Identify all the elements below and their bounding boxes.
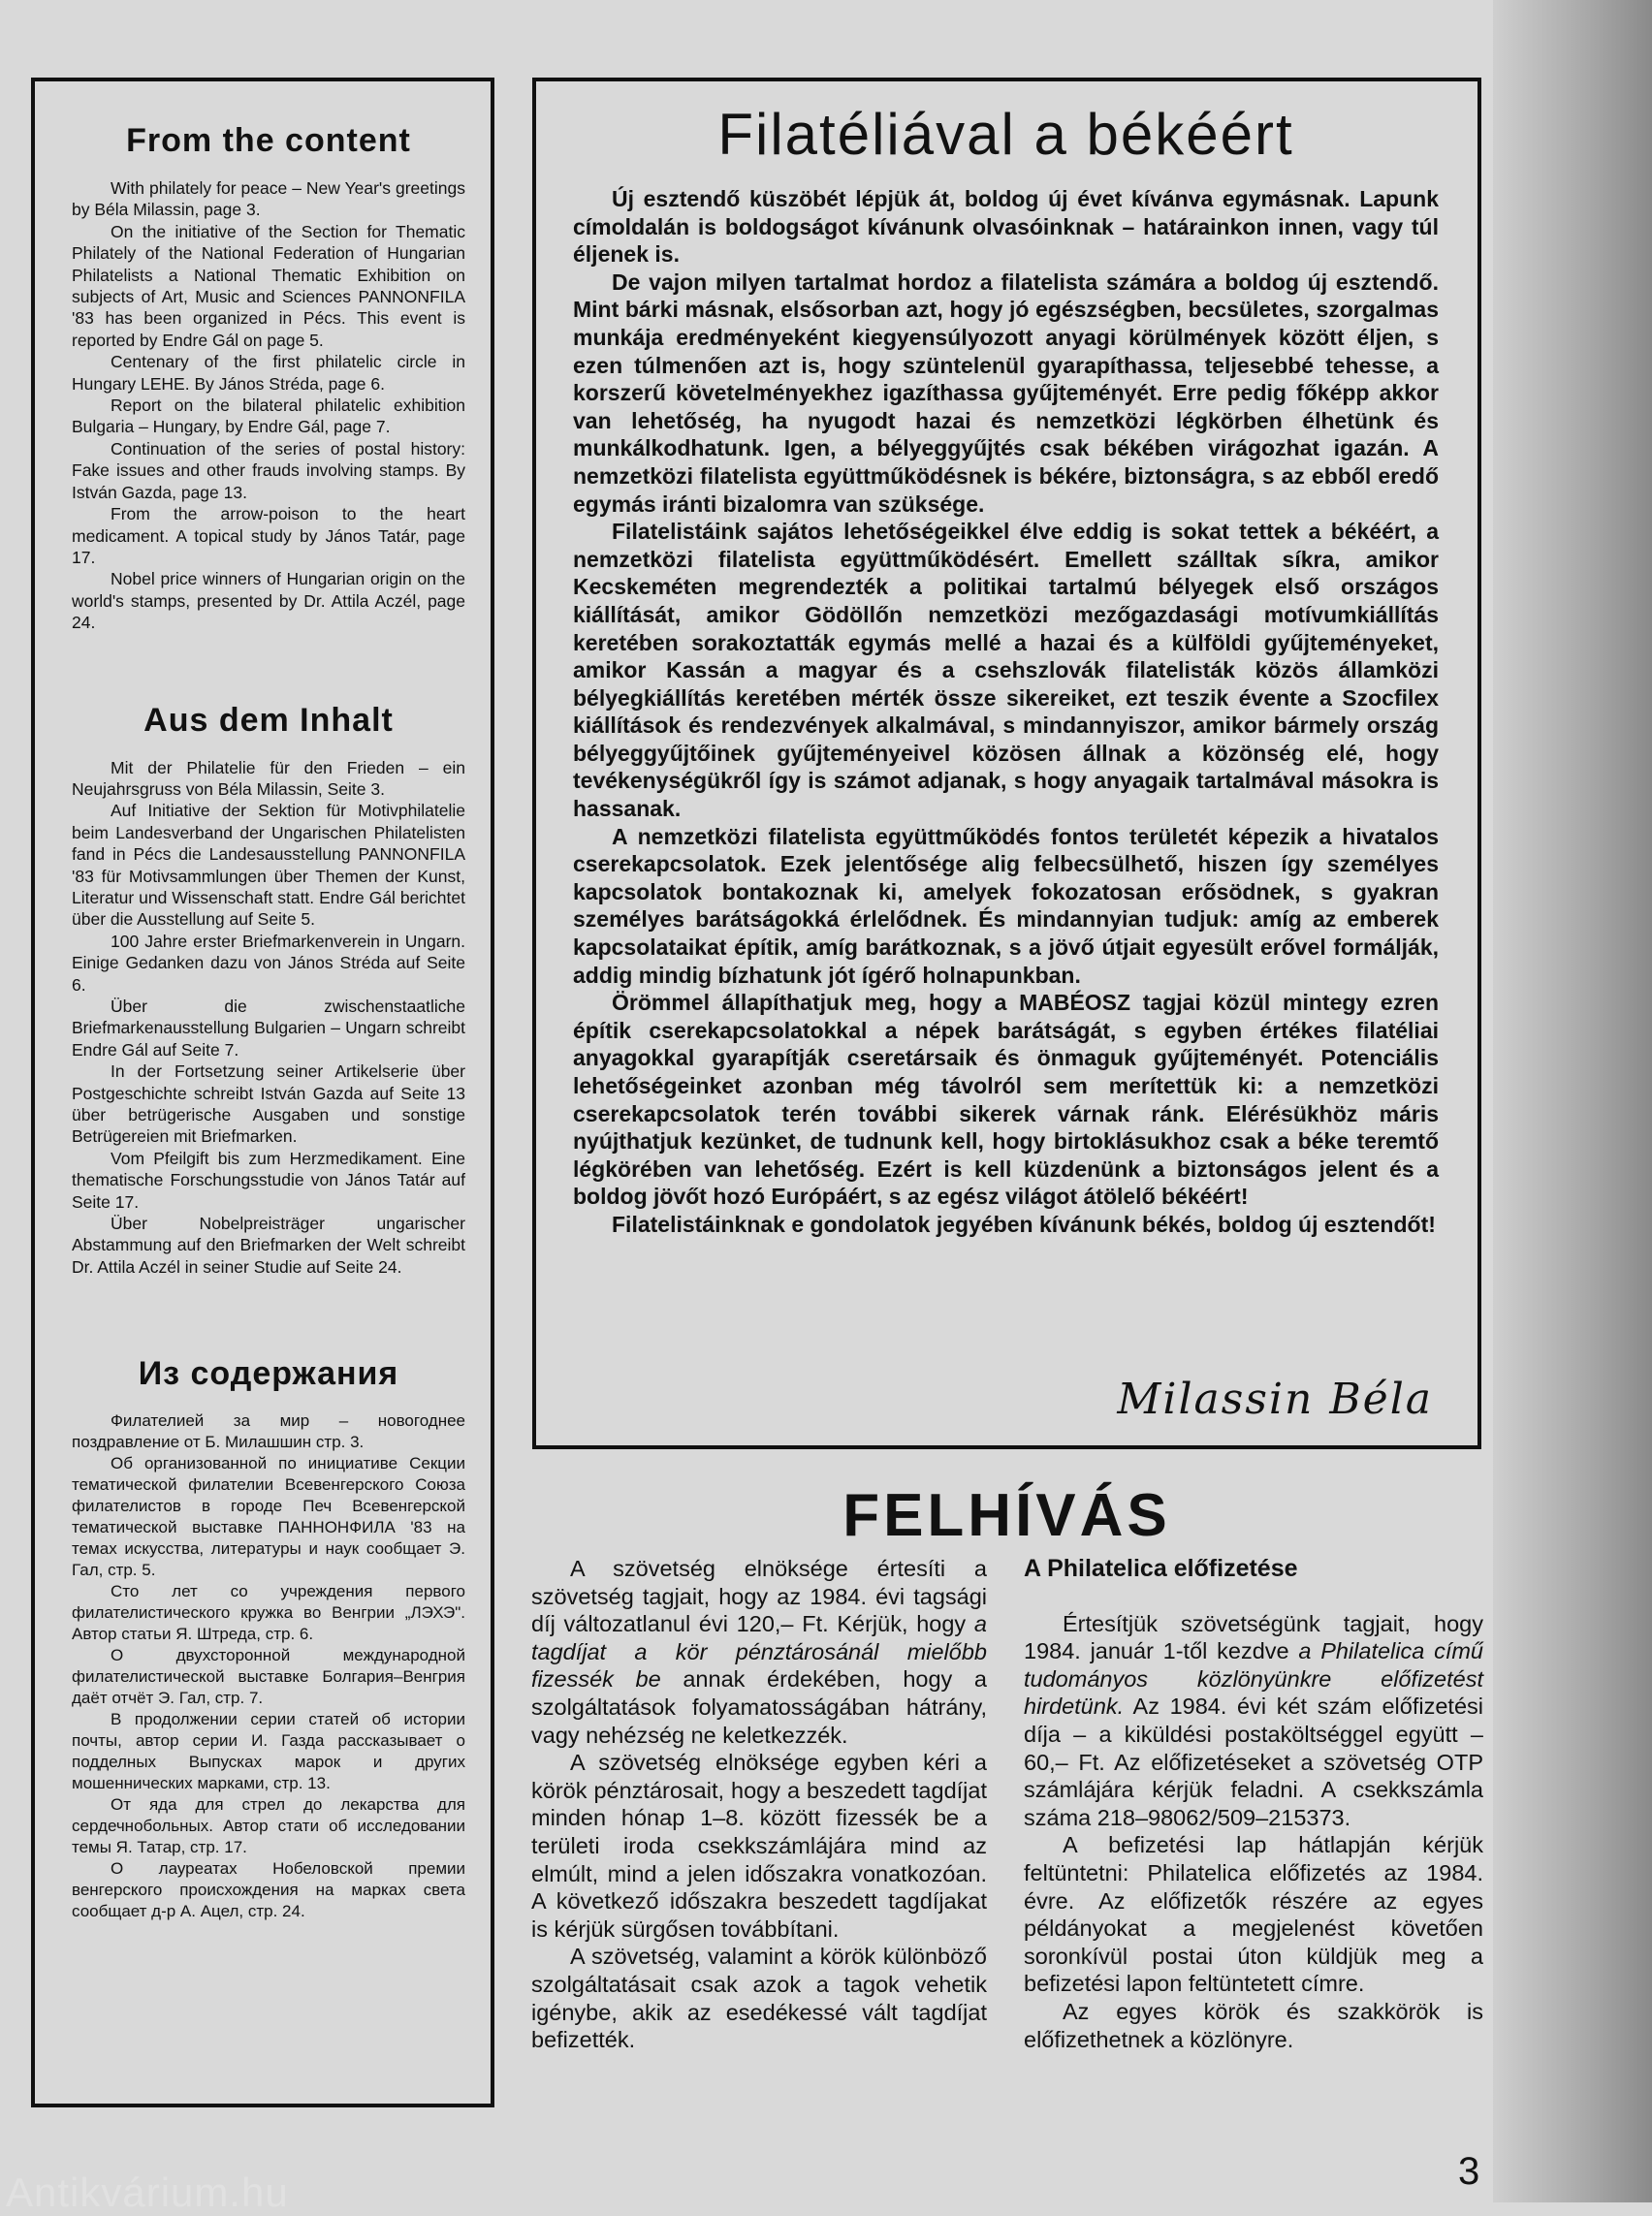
summary-paragraph: Сто лет со учреждения первого филателистического кружка во Венгрии „ЛЭХЭ". Автор статьи Я. Штреда, стр. 6. (72, 1582, 465, 1644)
contents-box (31, 78, 494, 2107)
editorial-box (532, 78, 1481, 1449)
summary-paragraph: On the initiative of the Section for Thematic Philately of the National Federation of Hungarian Philatelists a National Thematic Exhibition on subjects of Art, Music and Sciences PANNONFILA '83 has been organized in Pécs. This event is reported by Endre Gál on page 5. (72, 221, 465, 350)
editorial-title: Filatéliával a békéért (717, 102, 1294, 167)
summary-paragraph: Об организованной по инициативе Секции тематической филателии Всевенгерского Союза филателистов в городе Печ Всевенгерской тематической выставке ПАННОНФИЛА '83 на темах искусства, литературы и наук сообщает Э. Гал, стр. 5. (72, 1454, 465, 1580)
summary-paragraph: In der Fortsetzung seiner Artikelserie über Postgeschichte schreibt István Gazda auf Seite 13 über betrügerische Ausgaben und sonstige Betrügereien mit Briefmarken. (72, 1061, 465, 1147)
summary-paragraph: От яда для стрел до лекарства для сердечнобольных. Автор стати об исследовании темы Я. Татар, стр. 17. (72, 1795, 465, 1857)
page-edge-shadow (1493, 0, 1652, 2202)
german-heading: Aus dem Inhalt (143, 701, 394, 739)
summary-paragraph: From the arrow-poison to the heart medicament. A topical study by János Tatár, page 17. (72, 504, 465, 567)
signature: Milassin Béla (1117, 1375, 1433, 1424)
summary-paragraph: Über die zwischenstaatliche Briefmarkenausstellung Bulgarien – Ungarn schreibt Endre Gál auf Seite 7. (72, 997, 465, 1060)
summary-paragraph: With philately for peace – New Year's greetings by Béla Milassin, page 3. (72, 178, 465, 220)
notice-paragraph: A szövetség, valamint a körök különböző szolgáltatásait csak azok a tagok vehetik igénybe, akik az esedékessé vált tagdíjat befizették. (531, 1944, 987, 2053)
editorial-paragraph: Új esztendő küszöbét lépjük át, boldog új évet kívánva egymásnak. Lapunk címoldalán is boldogságot kívánunk olvasóinknak – határainkon innen, vagy túl éljenek is. (573, 186, 1439, 268)
editorial-body (573, 185, 1439, 1239)
summary-paragraph: 100 Jahre erster Briefmarkenverein in Ungarn. Einige Gedanken dazu von János Stréda auf Seite 6. (72, 931, 465, 995)
watermark: Antikvárium.hu (6, 2169, 289, 2215)
notice-right-column (1024, 1555, 1483, 2053)
summary-paragraph: Auf Initiative der Sektion für Motivphilatelie beim Landesverband der Ungarischen Philatelisten fand in Pécs die Landesausstellung PANNONFILA '83 für Motivsammlungen über Themen der Kunst, Literatur und Wissenschaft statt. Endre Gál berichtet über die Ausstellung auf Seite 5. (72, 801, 465, 930)
editorial-paragraph: Örömmel állapíthatjuk meg, hogy a MABÉOSZ tagjai közül mintegy ezren építik cserekapcsolatokkal a népek barátságát, s egyben értékes filatéliai anyagokkal gyarapítják cseretársaik és önmaguk gyűjteményét. Potenciális lehetőségeinket azonban még távolról sem merítettük ki: a nemzetközi cserekapcsolatok terén további sikerek várnak ránk. Elérésükhöz máris nyújthatjuk kezünket, de tudnunk kell, hogy birtoklásukhoz csak a béke teremtő légkörében van lehetőség. Ezért is kell küzdenünk a biztonságos jelent és a boldog jövőt hozó Európáért, s az egész világot átölelő békéért! (573, 990, 1439, 1210)
notice-left-column (531, 1555, 987, 2054)
editorial-paragraph: Filatelistáink sajátos lehetőségeikkel élve eddig is sokat tettek a békéért, a nemzetközi filatelista együttműködésért. Emellett szálltak síkra, amikor Kecskeméten megrendezték a politikai tartalmú bélyegek első országos kiállítását, amikor Gödöllőn nemzetközi mezőgazdasági motívumkiállítás keretében sorakoztatták egymás mellé a hazai és a külföldi gyűjteményeket, amikor Kassán a magyar és a csehszlovák filatelisták közös államközi bélyegkiállítás keretében mérték össze sikereiket, ezt teszik évente a Szocfilex kiállítások és rendezvények alkalmával, s mindannyiszor, amikor bármely ország bélyeggyűjtőinek gyűjteményeivel közösen állnak a közönség elé, hogy tevékenységükről így is számot adjanak, s hogy anyagaik tartalmával másokra is hassanak. (573, 519, 1439, 822)
notice-paragraph: A befizetési lap hátlapján kérjük feltüntetni: Philatelica előfizetés az 1984. évre. Az előfizetők részére az egyes példányokat a megjelenést követően soronkívül postai úton küldjük meg a befizetési lapon feltüntetett címre. (1024, 1832, 1483, 1997)
summary-paragraph: Centenary of the first philatelic circle in Hungary LEHE. By János Stréda, page 6. (72, 352, 465, 394)
notice-paragraph: Értesítjük szövetségünk tagjait, hogy 1984. január 1-től kezdve a Philatelica című tudományos közlönyünkre előfizetést hirdetünk. Az 1984. évi két szám előfizetési díja – a kiküldési postaköltséggel együtt – 60,– Ft. Az előfizetéseket a szövetség OTP számlájára kérjük feladni. A csekkszámla száma 218–98062/509–215373. (1024, 1610, 1483, 1830)
subscription-heading: A Philatelica előfizetése (1024, 1555, 1298, 1582)
summary-paragraph: Nobel price winners of Hungarian origin on the world's stamps, presented by Dr. Attila Aczél, page 24. (72, 569, 465, 633)
notice-paragraph: Az egyes körök és szakkörök is előfizethetnek a közlönyre. (1024, 1998, 1483, 2052)
summary-paragraph: Филателией за мир – новогоднее поздравление от Б. Милашшин стр. 3. (72, 1411, 465, 1452)
notice-paragraph: A szövetség elnöksége egyben kéri a körök pénztárosait, hogy a beszedett tagdíjat minden hónap 1–8. között fizessék be a területi iroda csekkszámlájára mind az elmúlt, mind a jelen időszakra vonatkozóan. A következő időszakra beszedett tagdíjakat is kérjük sürgősen továbbítani. (531, 1750, 987, 1942)
summary-paragraph: Report on the bilateral philatelic exhibition Bulgaria – Hungary, by Endre Gál, page 7. (72, 396, 465, 437)
notice-title: FELHÍVÁS (842, 1482, 1171, 1549)
summary-paragraph: В продолжении серии статей об истории почты, автор серии И. Газда рассказывает о подделных Выпусках марок и других мошеннических марками, стр. 13. (72, 1710, 465, 1793)
russian-summary (72, 1410, 465, 1922)
english-heading: From the content (126, 122, 411, 159)
german-summary (72, 757, 465, 1279)
editorial-paragraph: A nemzetközi filatelista együttműködés fontos területét képezik a hivatalos cserekapcsolatok. Ezek jelentősége alig felbecsülhető, hiszen így személyes kapcsolatok bontakoznak ki, amelyek fokozatosan erősödnek, s gyakran személyes barátságokká érlelődnek. És mindannyian tudjuk: amíg az emberek kapcsolataikat építik, amíg barátkoznak, s a jövő útjait egyesült erővel formálják, addig mindig bízhatunk jót ígérő holnapunkban. (573, 823, 1439, 988)
english-summary (72, 177, 465, 634)
summary-paragraph: О двухсторонной международной филателистической выставке Болгария–Венгрия даёт отчёт Э. Гал, стр. 7. (72, 1646, 465, 1708)
russian-heading: Из содержания (138, 1355, 399, 1393)
notice-paragraph: A szövetség elnöksége értesíti a szövetség tagjait, hogy az 1984. évi tagsági díj változatlanul évi 120,– Ft. Kérjük, hogy a tagdíjat a kör pénztárosánál mielőbb fizessék be annak érdekében, hogy a szolgáltatások folyamatosságában hátrány, vagy nehézség ne keletkezzék. (531, 1556, 988, 1748)
summary-paragraph: Vom Pfeilgift bis zum Herzmedikament. Eine thematische Forschungsstudie von János Tatár auf Seite 17. (72, 1148, 465, 1212)
summary-paragraph: О лауреатах Нобеловской премии венгерского происхождения на марках света сообщает д-р А. Ацел, стр. 24. (72, 1859, 465, 1921)
summary-paragraph: Continuation of the series of postal history: Fake issues and other frauds involving stamps. By István Gazda, page 13. (72, 438, 465, 502)
editorial-paragraph: Filatelistáinknak e gondolatok jegyében kívánunk békés, boldog új esztendőt! (612, 1211, 1436, 1237)
summary-paragraph: Mit der Philatelie für den Frieden – ein Neujahrsgruss von Béla Milassin, Seite 3. (72, 757, 465, 799)
editorial-paragraph: De vajon milyen tartalmat hordoz a filatelista számára a boldog új esztendő. Mint bárki másnak, elsősorban azt, hogy jó egészségben, becsületes, szorgalmas munkája eredményeként kiegyensúlyozott anyagi körülmények között éljen, s ezen túlmenően azt is, hogy szüntelenül gyarapíthassa, teljesebbé tehesse, a korszerű követelményekhez igazíthassa gyűjteményét. Erre pedig főképp akkor van lehetőség, ha nyugodt hazai és nemzetközi légkörben élhetünk és munkálkodhatunk. Igen, a bélyeggyűjtés csak békében virágozhat igazán. A nemzetközi filatelista együttműködésnek is békére, biztonságra, s az ebből eredő egymás iránti bizalomra van szüksége. (573, 269, 1439, 517)
page-number: 3 (1458, 2150, 1480, 2193)
summary-paragraph: Über Nobelpreisträger ungarischer Abstammung auf den Briefmarken der Welt schreibt Dr. Attila Aczél in seiner Studie auf Seite 24. (72, 1214, 465, 1277)
